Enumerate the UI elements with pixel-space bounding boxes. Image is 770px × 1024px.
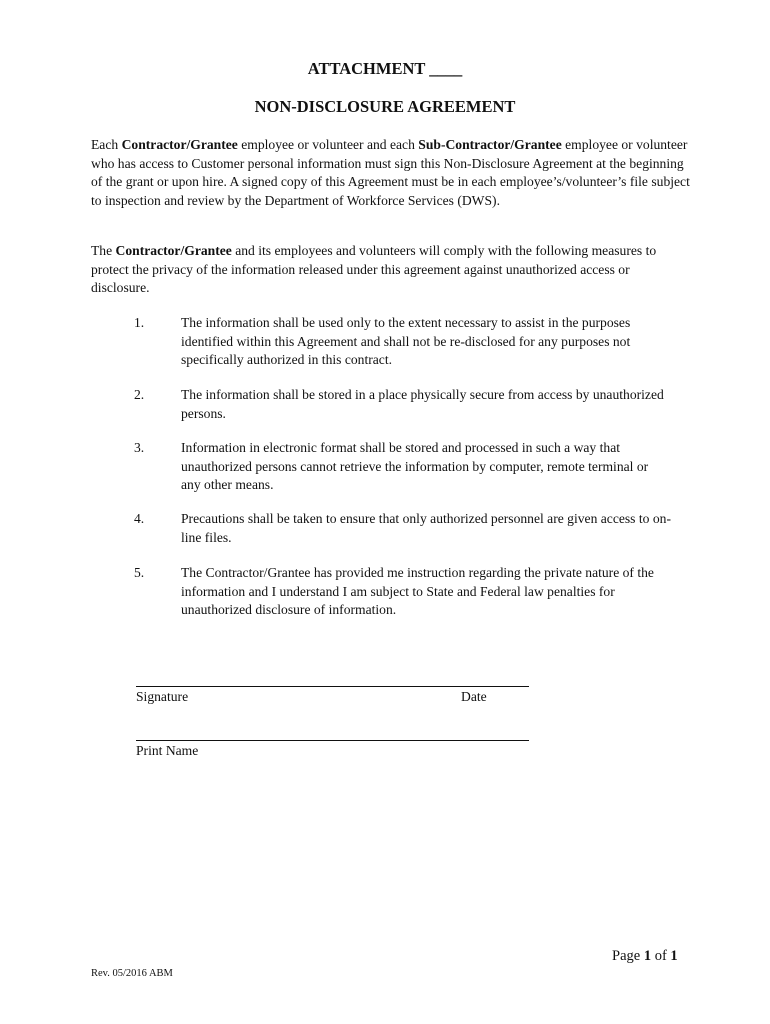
- measures-paragraph: [91, 242, 691, 298]
- signature-label: Signature: [136, 689, 189, 704]
- print-name-line[interactable]: [136, 740, 529, 741]
- list-item-number: 1.: [134, 315, 145, 330]
- list-item-text: The Contractor/Grantee has provided me instruction regarding the private nature of the information and I understand I am subject to State and Federal law penalties for unauthorized disclosure of information.: [181, 565, 654, 617]
- page-total: 1: [670, 948, 678, 964]
- list-item-number: 5.: [134, 565, 145, 580]
- print-name-label: Print Name: [136, 743, 199, 758]
- page-prefix: Page: [612, 948, 644, 964]
- list-item-text: The information shall be used only to the extent necessary to assist in the purposes identified within this Agreement and shall not be re-disclosed for any purposes not specifically authorized in this contract.: [181, 315, 631, 367]
- list-item-number: 2.: [134, 387, 145, 402]
- agreement-title: NON-DISCLOSURE AGREEMENT: [254, 97, 516, 116]
- intro-bold-contractor: Contractor/Grantee: [121, 137, 238, 152]
- list-item-text: The information shall be stored in a place physically secure from access by unauthorized persons.: [181, 387, 664, 421]
- page-current: 1: [643, 948, 652, 964]
- attachment-title: ATTACHMENT ____: [307, 59, 463, 78]
- intro-text-1: Each: [91, 137, 122, 152]
- page-of: of: [651, 948, 671, 964]
- revision-note: Rev. 05/2016 ABM: [91, 968, 173, 979]
- measures-text-2: and its employees and volunteers will comply with the following measures to protect the privacy of the information released under this agreement against unauthorized access or disclosure.: [91, 243, 657, 295]
- signature-line[interactable]: [136, 686, 529, 687]
- list-item-number: 4.: [134, 511, 145, 526]
- measures-text-1: The: [91, 243, 116, 258]
- intro-text-2: employee or volunteer and each: [237, 137, 419, 152]
- list-item-text: Precautions shall be taken to ensure that only authorized personnel are given access to on-line files.: [181, 511, 671, 545]
- list-item-text: Information in electronic format shall be stored and processed in such a way that unauthorized persons cannot retrieve the information by computer, remote terminal or any other means.: [181, 440, 649, 492]
- list-item-number: 3.: [134, 440, 145, 455]
- date-label: Date: [461, 689, 487, 704]
- intro-bold-subcontractor: Sub-Contractor/Grantee: [418, 137, 562, 152]
- intro-text-3: employee or volunteer who has access to Customer personal information must sign this Non-Disclosure Agreement at the beginning of the grant or upon hire. A signed copy of this Agreement must be in each employee’s/volunteer’s file subject to inspection and review by the Department of Workforce Services (DWS).: [91, 137, 690, 208]
- intro-paragraph: [91, 136, 691, 210]
- page-number: [612, 948, 678, 965]
- measures-bold-contractor: Contractor/Grantee: [115, 243, 232, 258]
